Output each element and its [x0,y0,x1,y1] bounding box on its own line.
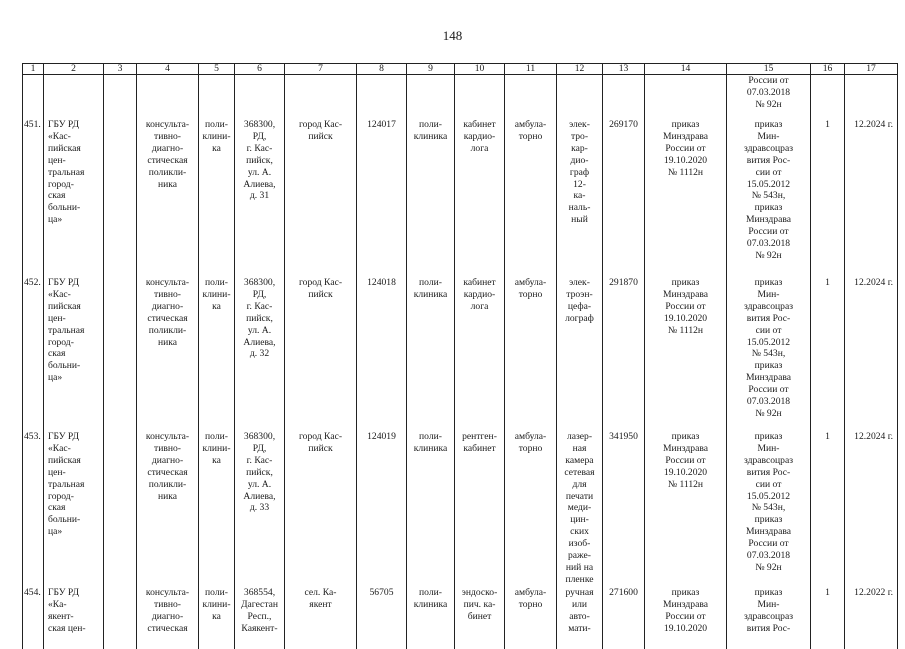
equipment-code-cell: 271600 [603,587,645,649]
cell-col-3 [104,277,137,431]
table-row [23,119,898,277]
legal-basis-cell: приказ Мин- здравсоцраз вития Рос- сии от 15.05.2012 № 543н, приказ Минздрава России от 07.03.2018 № 92н [727,277,811,431]
quantity-cell: 1 [811,587,845,649]
equipment-code-cell: 291870 [603,277,645,431]
equipment-cell: ручная или авто- мати- [557,587,603,649]
legal-basis-cell: приказ Мин- здравсоцраз вития Рос- сии от 15.05.2012 № 543н, приказ Минздрава России от 07.03.2018 № 92н [727,431,811,587]
care-form-cell: амбула- торно [505,119,557,277]
date-cell: 12.2024 г. [845,119,898,277]
organization-cell: ГБУ РД «Кас- пийская цен- тральная город- ская больни- ца» [44,431,104,587]
unit-type-cell: консульта- тивно- диагно- стическая поликли- ника [137,431,199,587]
address-cell: 368554, Дагестан Респ., Каякент- [235,587,285,649]
column-header: 5 [199,64,235,75]
facility-type-cell: поли- клини- ка [199,277,235,431]
column-header: 16 [811,64,845,75]
quantity-cell: 1 [811,431,845,587]
column-header: 12 [557,64,603,75]
cell-col-3 [104,119,137,277]
page-number: 148 [442,28,463,43]
cell-col-3 [104,431,137,587]
address-cell: 368300, РД, г. Кас- пийск, ул. А. Алиева, д. 33 [235,431,285,587]
order-cell: приказ Минздрава России от 19.10.2020 № 1112н [645,277,727,431]
date-cell: 12.2022 г. [845,587,898,649]
quantity-cell: 1 [811,119,845,277]
table-row [23,431,898,587]
unit-type-cell: консульта- тивно- диагно- стическая поликли- ника [137,277,199,431]
room-cell: эндоско- пич. ка- бинет [455,587,505,649]
division-cell: поли- клиника [407,277,455,431]
facility-type-cell: поли- клини- ка [199,431,235,587]
column-header: 2 [44,64,104,75]
division-cell: поли- клиника [407,587,455,649]
unit-type-cell: консульта- тивно- диагно- стическая поликли- ника [137,119,199,277]
room-cell: рентген- кабинет [455,431,505,587]
row-number: 453. [23,431,44,587]
locality-cell: город Кас- пийск [285,277,357,431]
column-header: 8 [357,64,407,75]
column-header: 1 [23,64,44,75]
room-cell: кабинет кардио- лога [455,119,505,277]
date-cell: 12.2024 г. [845,431,898,587]
legal-basis-cell: приказ Мин- здравсоцраз вития Рос- [727,587,811,649]
quantity-cell: 1 [811,277,845,431]
care-form-cell: амбула- торно [505,431,557,587]
legal-basis-continued: России от 07.03.2018 № 92н [727,75,811,120]
facility-type-cell: поли- клини- ка [199,119,235,277]
column-header: 4 [137,64,199,75]
column-header: 6 [235,64,285,75]
address-cell: 368300, РД, г. Кас- пийск, ул. А. Алиева, д. 32 [235,277,285,431]
equipment-table [22,63,898,649]
division-cell: поли- клиника [407,431,455,587]
code-cell: 124018 [357,277,407,431]
column-header: 17 [845,64,898,75]
equipment-code-cell: 341950 [603,431,645,587]
code-cell: 124019 [357,431,407,587]
column-header: 11 [505,64,557,75]
column-header: 15 [727,64,811,75]
organization-cell: ГБУ РД «Ка- якент- ская цен- [44,587,104,649]
row-number: 451. [23,119,44,277]
date-cell: 12.2024 г. [845,277,898,431]
column-number-row [23,64,898,75]
row-number: 452. [23,277,44,431]
locality-cell: город Кас- пийск [285,431,357,587]
equipment-code-cell: 269170 [603,119,645,277]
order-cell: приказ Минздрава России от 19.10.2020 № 1112н [645,431,727,587]
row-number: 454. [23,587,44,649]
locality-cell: город Кас- пийск [285,119,357,277]
locality-cell: сел. Ка- якент [285,587,357,649]
organization-cell: ГБУ РД «Кас- пийская цен- тральная город- ская больни- ца» [44,277,104,431]
room-cell: кабинет кардио- лога [455,277,505,431]
address-cell: 368300, РД, г. Кас- пийск, ул. А. Алиева, д. 31 [235,119,285,277]
care-form-cell: амбула- торно [505,587,557,649]
division-cell: поли- клиника [407,119,455,277]
continuation-row [23,75,898,120]
order-cell: приказ Минздрава России от 19.10.2020 [645,587,727,649]
column-header: 7 [285,64,357,75]
order-cell: приказ Минздрава России от 19.10.2020 № 1112н [645,119,727,277]
column-header: 9 [407,64,455,75]
code-cell: 56705 [357,587,407,649]
unit-type-cell: консульта- тивно- диагно- стическая [137,587,199,649]
facility-type-cell: поли- клини- ка [199,587,235,649]
legal-basis-cell: приказ Мин- здравсоцраз вития Рос- сии от 15.05.2012 № 543н, приказ Минздрава России от 07.03.2018 № 92н [727,119,811,277]
column-header: 10 [455,64,505,75]
equipment-cell: элек- тро- кар- дио- граф 12- ка- наль- ный [557,119,603,277]
column-header: 14 [645,64,727,75]
column-header: 13 [603,64,645,75]
column-header: 3 [104,64,137,75]
equipment-cell: элек- троэн- цефа- лограф [557,277,603,431]
code-cell: 124017 [357,119,407,277]
table-row [23,277,898,431]
equipment-cell: лазер- ная камера сетевая для печати меди- цин- ских изоб- раже- ний на пленке [557,431,603,587]
care-form-cell: амбула- торно [505,277,557,431]
organization-cell: ГБУ РД «Кас- пийская цен- тральная город- ская больни- ца» [44,119,104,277]
